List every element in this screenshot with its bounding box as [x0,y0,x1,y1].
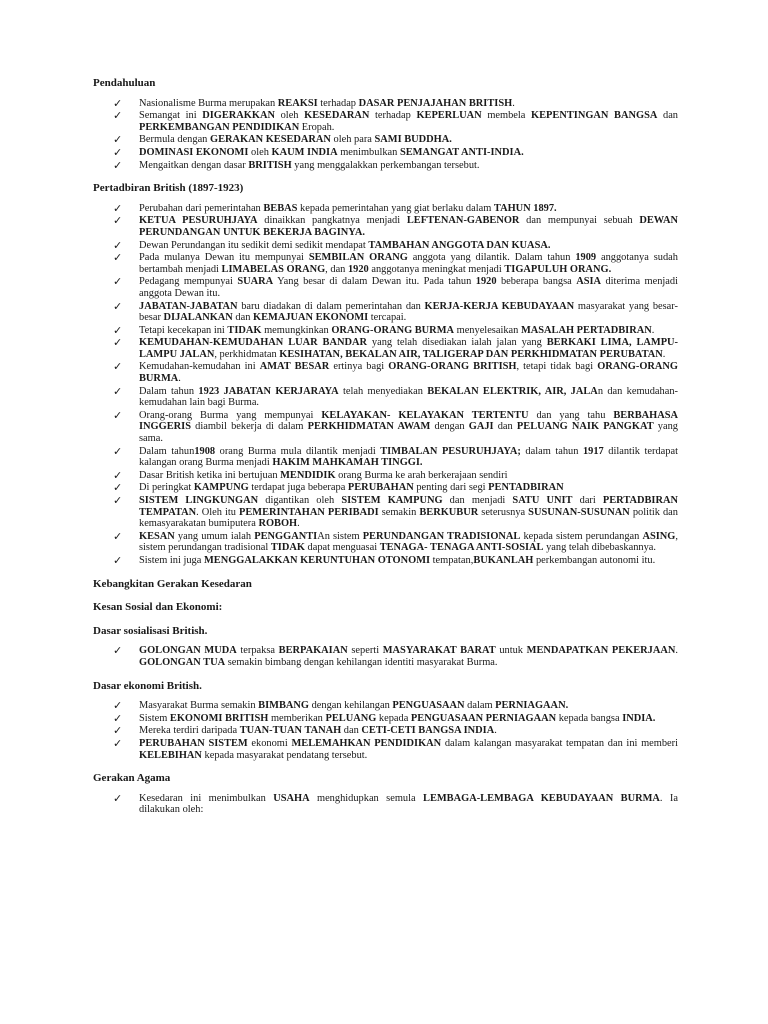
text-run: terhadap [369,110,417,122]
list-item [93,203,678,215]
text-run: dan [232,312,254,324]
bold-text: BERBAHASA INGGERIS [139,409,678,433]
bold-text: 1923 JABATAN KERJARAYA [198,385,339,397]
bold-text: ASING [642,530,676,542]
text-run: oleh [248,146,272,158]
bold-text: MASALAH PERTADBIRAN [520,324,652,336]
section-heading: Pertadbiran British (1897-1923) [93,182,244,195]
text-run: . [675,645,678,657]
check-icon: ✓ [113,468,123,482]
section [93,602,678,614]
text-run: dalam [464,700,496,712]
bold-text: KEPENTINGAN BANGSA [531,110,658,122]
text-run: Dewan Perundangan itu sedikit demi sedikit mendapat [139,239,369,251]
text-run: Sistem ini juga [139,554,204,566]
section-heading: Kebangkitan Gerakan Kesedaran [93,577,252,590]
section [93,773,678,816]
list-item [93,337,678,360]
text-run: terpaksa [236,645,279,657]
text-run: masyarakat yang besar- besar [139,300,678,324]
check-icon: ✓ [113,201,123,215]
section [93,183,678,566]
check-icon: ✓ [113,494,123,507]
text-run: yang telah disediakan ialah jalan yang [367,337,547,349]
list-item [93,555,678,567]
section-heading: Dasar ekonomi British. [93,679,202,692]
bold-text: PEMERINTAHAN PERIBADI [239,506,379,518]
list-item [93,410,678,445]
text-run: semakin bimbang dengan kehilangan identiti masyarakat Burma. [225,656,498,668]
check-icon: ✓ [113,791,123,805]
text-run: Kemudahan-kemudahan ini [139,361,260,373]
list-item [93,134,678,146]
bullet-list [93,98,678,172]
text-run: politik dan kemasyarakatan bumiputera [139,506,678,530]
bold-text: BEBAS [263,202,298,214]
text-run: oleh para [330,134,375,146]
text-run: terhadap [317,97,359,109]
bold-text: PERNIAGAAN. [495,700,569,712]
text-run: perkembangan autonomi itu. [533,554,656,566]
text-run: terdapat juga beberapa [248,482,348,494]
text-run: dalam tahun [520,445,583,457]
text-run: telah menyediakan [338,385,428,397]
bold-text: LEFTENAN-GABENOR [406,215,520,227]
text-run: beberapa bangsa [496,276,577,288]
section [93,579,678,591]
list-item [93,301,678,324]
text-run: baru diadakan di dalam pemerintahan dan [237,300,425,312]
text-run: n dan kemudahan-kemudahan lain bagi Burma. [139,385,678,409]
bold-text: PENGUASAAN PERNIAGAAN [410,712,557,724]
check-icon: ✓ [113,481,123,495]
bold-text: USAHA [273,792,310,804]
text-run: dengan kehilangan [308,700,393,712]
text-run: , perkhidmatan [214,348,280,360]
list-item [93,482,678,494]
check-icon: ✓ [113,145,123,159]
bold-text: 1917 [582,445,604,457]
text-run: anggota yang dilantik. Dalam tahun [407,252,576,264]
bold-text: BRITISH [248,159,292,171]
bold-text: SAMI BUDDHA. [374,134,452,146]
text-run: orang Burma ke arah berkerajaan sendiri [335,469,508,481]
bold-text: KELEBIHAN [139,749,202,761]
bold-text: PERKHIDMATAN AWAM [307,421,431,433]
bold-text: 1920 [347,263,369,275]
text-run: dan [493,421,517,433]
bold-text: TAHUN 1897. [493,202,557,214]
check-icon: ✓ [113,251,123,265]
text-run: dan [657,110,678,122]
text-run: . [297,518,300,530]
bold-text: MASYARAKAT BARAT [382,645,496,657]
text-run: menghidupkan semula [309,792,424,804]
bold-text: BERKAKI LIMA, LAMPU-LAMPU JALAN [139,337,679,360]
text-run: Kesedaran ini menimbulkan [139,792,274,804]
list-item [93,160,678,172]
text-run: tempatan, [430,554,474,566]
check-icon: ✓ [113,133,123,147]
bold-text: PERTADBIRAN TEMPATAN [139,495,678,518]
text-run: Dasar British ketika ini bertujuan [139,469,281,481]
check-icon: ✓ [113,553,123,567]
bold-text: LEMBAGA-LEMBAGA KEBUDAYAAN BURMA [423,792,660,804]
bold-text: ORANG-ORANG BRITISH [388,361,517,373]
bold-text: TUAN-TUAN TANAH [239,725,342,737]
bullet-list [93,700,678,761]
bold-text: SEMANGAT ANTI-INDIA. [399,146,524,158]
bold-text: MENGGALAKKAN KERUNTUHAN OTONOMI [203,554,431,566]
bold-text: PERUBAHAN [347,482,414,494]
text-run: dinaikkan pangkatnya menjadi [257,215,407,227]
check-icon: ✓ [113,96,123,110]
bold-text: ORANG-ORANG BURMA [331,324,455,336]
text-run: untuk [495,645,527,657]
text-run: dari [572,495,603,506]
bold-text: INDIA. [622,712,656,724]
text-run: . Oleh itu [196,506,240,518]
bold-text: DIGERAKKAN [202,110,275,122]
bold-text: KERJA-KERJA KEBUDAYAAN [424,300,575,312]
text-run: . [178,373,181,385]
bold-text: DEWAN PERUNDANGAN UNTUK BEKERJA BAGINYA. [139,215,678,238]
check-icon: ✓ [113,275,123,289]
bold-text: PENGUASAAN [392,700,465,712]
section [93,681,678,762]
text-run: Mereka terdiri daripada [139,725,240,737]
bold-text: KELAYAKAN- KELAYAKAN TERTENTU [321,409,529,421]
bold-text: LIMABELAS ORANG [221,263,326,275]
bold-text: REAKSI [277,97,318,109]
bullet-list [93,793,678,816]
bold-text: GOLONGAN MUDA [139,645,237,657]
text-run: seterusnya [478,506,529,518]
bold-text: AMAT BESAR [259,361,330,373]
bold-text: TENAGA- TENAGA ANTI-SOSIAL [379,542,544,554]
text-run: membela [481,110,532,122]
bullet-list [93,645,678,668]
list-item [93,147,678,159]
text-run: dalam kalangan masyarakat tempatan dan ini memberi [441,737,678,749]
document-page [93,78,678,817]
list-item [93,700,678,712]
bold-text: SUSUNAN-SUSUNAN [528,506,630,518]
bold-text: MELEMAHKAN PENDIDIKAN [291,737,442,749]
text-run: diambil bekerja di dalam [190,421,308,433]
bold-text: KAMPUNG [193,482,249,494]
text-run: . [494,725,497,737]
text-run: , sistem perundangan tradisional [139,530,678,554]
check-icon: ✓ [113,529,123,543]
check-icon: ✓ [113,724,123,738]
bold-text: SUARA [237,276,274,288]
text-run: Semangat ini [139,110,203,122]
list-item [93,495,678,530]
text-run: . [662,348,666,360]
check-icon: ✓ [113,109,123,123]
section-heading: Kesan Sosial dan Ekonomi: [93,601,223,614]
list-item [93,325,678,337]
bold-text: SISTEM LINGKUNGAN [139,495,259,506]
check-icon: ✓ [113,238,123,252]
bold-text: 1920 [475,276,497,288]
text-run: yang umum ialah [174,530,255,542]
bold-text: BIMBANG [258,700,309,712]
text-run: Dalam tahun [139,385,199,397]
text-run: yang sama. [139,421,679,445]
bold-text: PERUBAHAN SISTEM [139,737,248,749]
text-run: penting dari segi [413,482,489,494]
bullet-list [93,203,678,567]
text-run: Eropah. [299,121,335,133]
bold-text: KEPERLUAN [416,110,482,122]
bold-text: KEMUDAHAN-KEMUDAHAN LUAR BANDAR [139,337,367,349]
text-run: anggotanya meningkat menjadi [368,263,505,275]
check-icon: ✓ [113,214,123,228]
text-run: menimbulkan [337,146,400,158]
text-run: dilantik terdapat kalangan orang Burma menjadi [139,445,678,469]
bold-text: SEMBILAN ORANG [308,252,408,264]
text-run: Mengaitkan dengan dasar [139,159,249,171]
bold-text: PELUANG [325,712,377,724]
bold-text: PERUNDANGAN TRADISIONAL [362,530,521,542]
bold-text: CETI-CETI BANGSA INDIA [361,725,495,737]
bold-text: MENDIDIK [280,469,336,481]
text-run: Tetapi kecekapan ini [139,324,228,336]
bold-text: DASAR PENJAJAHAN BRITISH [358,97,513,109]
bold-text: KESAN [139,530,175,542]
bold-text: KEMAJUAN EKONOMI [253,312,369,324]
text-run: Orang-orang Burma yang mempunyai [139,409,322,421]
text-run: Yang besar di dalam Dewan itu. Pada tahun [273,276,476,288]
list-item [93,252,678,275]
list-item [93,793,678,816]
list-item [93,240,678,252]
bold-text: SISTEM KAMPUNG [341,495,443,506]
bold-text: KESIHATAN, BEKALAN AIR, TALIGERAP DAN PERKHIDMATAN PERUBATAN [279,348,663,360]
text-run: anggotanya sudah bertambah menjadi [139,252,678,275]
bold-text: DOMINASI EKONOMI [139,146,249,158]
bold-text: BUKANLAH [473,554,534,566]
bold-text: SATU UNIT [512,495,573,506]
bold-text: TIGAPULUH ORANG. [504,263,612,275]
list-item [93,713,678,725]
list-item [93,98,678,110]
text-run: dan yang tahu [528,409,614,421]
bold-text: PERKEMBANGAN PENDIDIKAN [139,121,300,133]
text-run: dan [341,725,362,737]
bold-text: KETUA PESURUHJAYA [139,215,258,227]
text-run: oleh [274,110,305,122]
text-run: menyelesaikan [454,324,521,336]
text-run: kepada [376,712,411,724]
bold-text: BERPAKAIAN [278,645,348,657]
check-icon: ✓ [113,408,123,422]
bold-text: PENGGANTI [254,530,318,542]
bold-text: KESEDARAN [304,110,370,122]
text-run: Sistem [139,712,170,724]
bold-text: 1909 [575,252,597,264]
text-run: , dan [325,263,348,275]
list-item [93,361,678,384]
text-run: dengan [430,421,469,433]
list-item [93,470,678,482]
bold-text: TIMBALAN PESURUHJAYA; [380,445,521,457]
bold-text: HAKIM MAHKAMAH TINGGI. [272,457,423,469]
check-icon: ✓ [113,736,123,750]
text-run: . [512,97,515,109]
list-item [93,738,678,761]
list-item [93,645,678,668]
bold-text: TIDAK [270,542,305,554]
bold-text: 1908 [194,445,216,457]
bold-text: ASIA [576,276,602,288]
text-run: ertinya bagi [329,361,389,373]
text-run: An sistem [317,530,363,542]
text-run: yang telah dibebaskannya. [543,542,657,554]
bold-text: TIDAK [227,324,262,336]
bold-text: PELUANG NAIK PANGKAT [516,421,654,433]
text-run: Pedagang mempunyai [139,276,238,288]
text-run: dan menjadi [442,495,513,506]
bold-text: DIJALANKAN [163,312,233,324]
text-run: kepada pemerintahan yang giat berlaku dalam [297,202,494,214]
text-run: digantikan oleh [258,495,342,506]
list-item [93,531,678,554]
text-run: Dalam tahun [139,445,195,457]
bold-text: BEKALAN ELEKTRIK, AIR, JALA [427,385,598,397]
text-run: kepada sistem perundangan [520,530,643,542]
text-run: Nasionalisme Burma merupakan [139,97,278,109]
text-run: kepada bangsa [556,712,623,724]
text-run: diterima menjadi anggota Dewan itu. [139,276,679,299]
check-icon: ✓ [113,323,123,337]
text-run: yang menggalakkan perkembangan tersebut. [291,159,480,171]
section [93,78,678,171]
text-run: Perubahan dari pemerintahan [139,202,264,214]
bold-text: ROBOH [258,518,298,530]
check-icon: ✓ [113,336,123,350]
bold-text: KAUM INDIA [271,146,338,158]
section-heading: Dasar sosialisasi British. [93,624,208,637]
text-run: , tetapi tidak bagi [516,361,598,373]
bold-text: MENDAPATKAN PEKERJAAN [526,645,676,657]
text-run: dapat menguasai [304,542,380,554]
list-item [93,110,678,133]
text-run: . Ia dilakukan oleh: [139,792,679,816]
list-item [93,446,678,469]
text-run: orang Burma mula dilantik menjadi [215,445,381,457]
list-item [93,276,678,299]
text-run: kepada masyarakat pendatang tersebut. [201,749,368,761]
bold-text: TAMBAHAN ANGGOTA DAN KUASA. [368,239,551,251]
text-run: semakin [378,506,420,518]
check-icon: ✓ [113,711,123,725]
text-run: memberikan [268,712,326,724]
list-item [93,725,678,737]
check-icon: ✓ [113,360,123,374]
list-item [93,215,678,238]
text-run: Di peringkat [139,482,194,494]
bold-text: GERAKAN KESEDARAN [209,134,331,146]
text-run: tercapai. [368,312,407,324]
text-run: dan mempunyai sebuah [519,215,640,227]
section-heading: Pendahuluan [93,77,156,89]
text-run: ekonomi [247,737,292,749]
check-icon: ✓ [113,299,123,313]
check-icon: ✓ [113,158,123,172]
section [93,626,678,669]
text-run: . [651,324,655,336]
check-icon: ✓ [113,699,123,713]
section-heading: Gerakan Agama [93,772,171,785]
bold-text: EKONOMI BRITISH [169,712,269,724]
check-icon: ✓ [113,644,123,658]
text-run: Pada mulanya Dewan itu mempunyai [139,252,309,264]
bold-text: ORANG-ORANG BURMA [139,361,679,385]
bold-text: JABATAN-JABATAN [139,300,238,312]
list-item [93,386,678,409]
bold-text: BERKUBUR [419,506,479,518]
check-icon: ✓ [113,444,123,458]
text-run: seperti [347,645,383,657]
bold-text: PENTADBIRAN [488,482,564,494]
bold-text: GAJI [468,421,494,433]
text-run: Masyarakat Burma semakin [139,700,259,712]
text-run: memungkinkan [261,324,332,336]
bold-text: GOLONGAN TUA [139,656,226,668]
text-run: Bermula dengan [139,134,210,146]
check-icon: ✓ [113,384,123,398]
